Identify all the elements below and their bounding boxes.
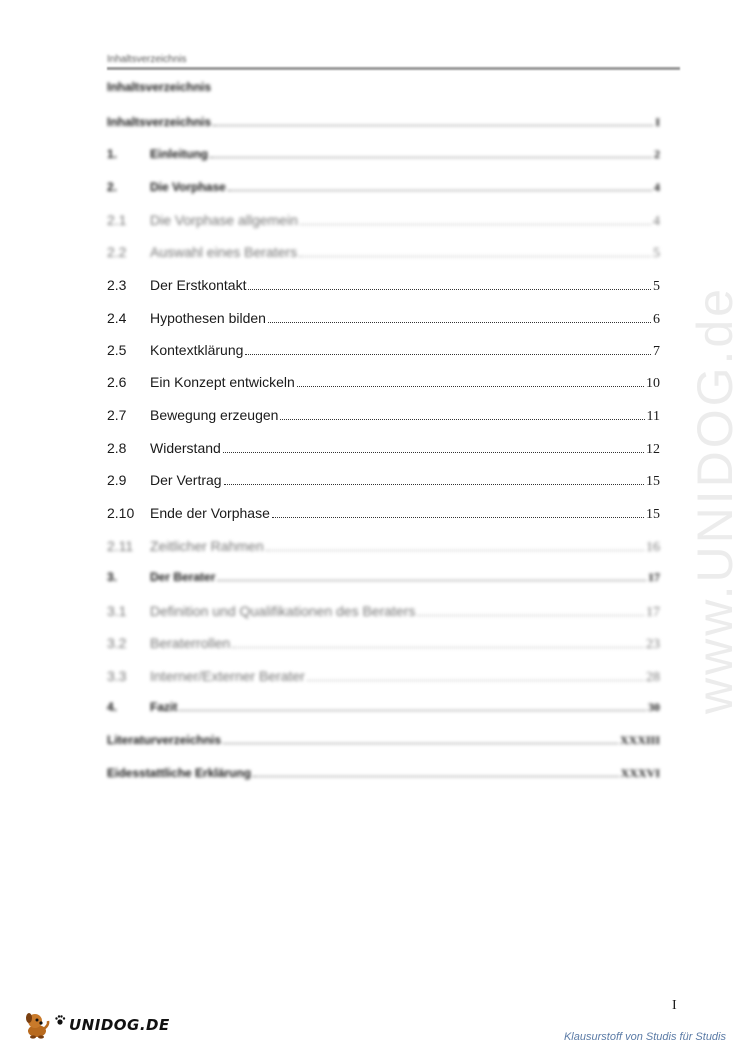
toc-entry-number: 3.1: [107, 603, 127, 619]
toc-entry-title: Die Vorphase allgemein: [150, 212, 298, 228]
toc-entry-title: Auswahl eines Beraters: [150, 244, 298, 260]
toc-entry: [107, 733, 660, 753]
toc-entry: [107, 374, 660, 394]
toc-entry-title: Der Berater: [150, 570, 216, 584]
toc-entry: [107, 310, 660, 330]
watermark: www.UNIDOG.de: [687, 286, 743, 714]
toc-dot-leader: [210, 156, 652, 158]
toc-entry-title: Literaturverzeichnis: [107, 733, 222, 747]
toc-entry-page: 5: [653, 246, 660, 261]
toc-entry: [107, 505, 660, 525]
toc-entry-number: 2.9: [107, 472, 127, 488]
toc-dot-leader: [224, 483, 644, 485]
toc-entry: [107, 180, 660, 200]
toc-entry-title: Widerstand: [150, 440, 221, 456]
toc-entry: [107, 700, 660, 720]
unidog-logo: [22, 1010, 170, 1040]
toc-dot-leader: [228, 189, 652, 191]
logo-text: UNIDOG.DE: [69, 1016, 170, 1034]
toc-entry-page: 15: [646, 474, 660, 489]
toc-entry-title: Die Vorphase: [150, 180, 226, 194]
toc-dot-leader: [248, 288, 651, 290]
toc-entry-title: Fazit: [150, 700, 178, 714]
footer-slogan: Klausurstoff von Studis für Studis: [563, 1031, 726, 1043]
toc-entry: [107, 440, 660, 460]
toc-entry: [107, 603, 660, 623]
toc-entry-page: 4: [653, 214, 660, 229]
toc-entry-page: 12: [646, 442, 660, 457]
toc-entry-page: 2: [654, 147, 660, 161]
toc-dot-leader: [217, 579, 646, 581]
toc-dot-leader: [223, 742, 618, 744]
toc-entry-title: Inhaltsverzeichnis: [107, 115, 212, 129]
toc-dot-leader: [179, 709, 646, 711]
toc-dot-leader: [232, 646, 644, 648]
toc-entry-title: Kontextklärung: [150, 342, 244, 358]
toc-dot-leader: [253, 775, 619, 777]
toc-entry-number: 2.3: [107, 277, 127, 293]
toc-dot-leader: [245, 353, 651, 355]
toc-entry: [107, 472, 660, 492]
toc-entry-page: 10: [646, 376, 660, 391]
page-number: I: [672, 998, 677, 1013]
toc-entry-number: 2.6: [107, 374, 127, 390]
toc-entry-number: 2.7: [107, 407, 127, 423]
toc-entry-number: 2.10: [107, 505, 135, 521]
toc-entry-title: Einleitung: [150, 147, 208, 161]
toc-entry-page: 5: [653, 279, 660, 294]
toc-entry-page: 17: [648, 570, 660, 584]
toc-dot-leader: [268, 321, 651, 323]
toc-dot-leader: [223, 451, 644, 453]
toc-entry-title: Definition und Qualifikationen des Beraters: [150, 603, 416, 619]
toc-entry-title: Zeitlicher Rahmen: [150, 538, 264, 554]
toc-entry-page: 30: [648, 700, 660, 714]
toc-dot-leader: [297, 385, 644, 387]
document-title: Inhaltsverzeichnis: [107, 80, 212, 94]
dog-mascot-icon: [22, 1010, 52, 1040]
toc-dot-leader: [272, 516, 644, 518]
toc-entry-title: Bewegung erzeugen: [150, 407, 279, 423]
header-divider: [107, 67, 680, 70]
toc-entry-page: 16: [646, 540, 660, 555]
toc-entry: [107, 147, 660, 167]
toc-entry-number: 3.: [107, 570, 118, 584]
toc-entry: [107, 212, 660, 232]
toc-entry-number: 3.2: [107, 635, 127, 651]
toc-dot-leader: [266, 549, 644, 551]
toc-entry-title: Interner/Externer Berater: [150, 668, 305, 684]
toc-dot-leader: [307, 679, 644, 681]
toc-entry-title: Hypothesen bilden: [150, 310, 266, 326]
toc-entry: [107, 277, 660, 297]
toc-entry: [107, 766, 660, 786]
paw-icon: [54, 1014, 66, 1026]
toc-entry: [107, 342, 660, 362]
toc-entry-title: Beraterrollen: [150, 635, 231, 651]
toc-entry: [107, 115, 660, 135]
toc-entry-number: 2.4: [107, 310, 127, 326]
toc-dot-leader: [300, 223, 651, 225]
toc-dot-leader: [213, 124, 653, 126]
toc-entry: [107, 244, 660, 264]
toc-entry-page: 17: [646, 605, 660, 620]
toc-entry-number: 2.2: [107, 244, 127, 260]
toc-entry-page: 6: [653, 312, 660, 327]
toc-entry-title: Der Erstkontakt: [150, 277, 247, 293]
running-header: Inhaltsverzeichnis: [107, 54, 187, 65]
toc-entry: [107, 668, 660, 688]
toc-dot-leader: [417, 614, 644, 616]
toc-entry-number: 2.8: [107, 440, 127, 456]
toc-entry-number: 2.1: [107, 212, 127, 228]
toc-entry-page: 4: [654, 180, 660, 194]
toc-entry-number: 1.: [107, 147, 118, 161]
toc-entry-page: 28: [646, 670, 660, 685]
toc-entry: [107, 635, 660, 655]
toc-entry-page: I: [655, 115, 660, 129]
toc-entry: [107, 407, 660, 427]
toc-entry-page: 23: [646, 637, 660, 652]
toc-entry-title: Eidesstattliche Erklärung: [107, 766, 252, 780]
toc-entry-page: XXXVI: [620, 766, 660, 780]
toc-entry-title: Ende der Vorphase: [150, 505, 270, 521]
toc-entry: [107, 570, 660, 590]
toc-dot-leader: [299, 255, 651, 257]
toc-entry-page: XXXIII: [619, 733, 660, 747]
toc-entry: [107, 538, 660, 558]
toc-dot-leader: [280, 418, 644, 420]
toc-entry-page: 7: [653, 344, 660, 359]
toc-entry-number: 2.5: [107, 342, 127, 358]
toc-entry-number: 2.11: [107, 538, 134, 554]
toc-entry-title: Der Vertrag: [150, 472, 222, 488]
toc-entry-number: 2.: [107, 180, 118, 194]
toc-entry-page: 11: [646, 409, 660, 424]
toc-entry-page: 15: [646, 507, 660, 522]
toc-entry-title: Ein Konzept entwickeln: [150, 374, 295, 390]
toc-entry-number: 3.3: [107, 668, 127, 684]
toc-entry-number: 4.: [107, 700, 118, 714]
